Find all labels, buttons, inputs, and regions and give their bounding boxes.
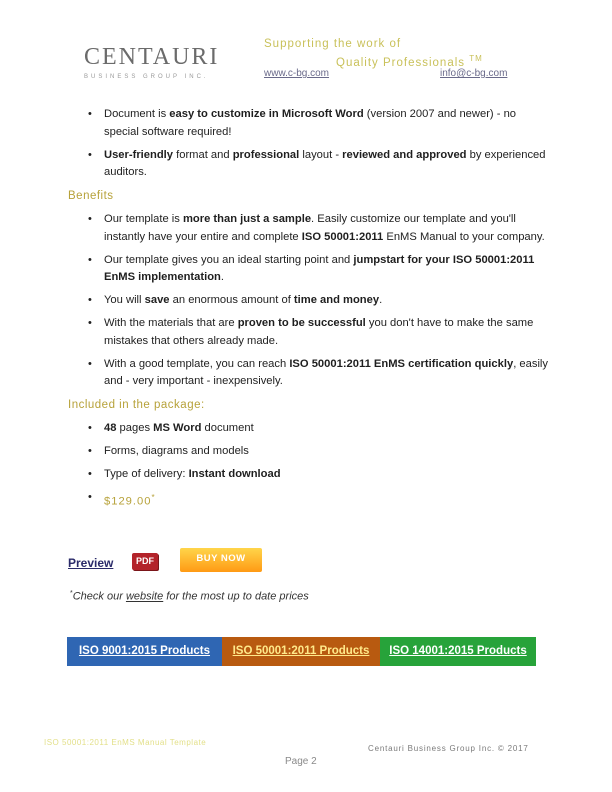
footer-document-title: ISO 50001:2011 EnMS Manual Template bbox=[44, 738, 207, 747]
list-item: • Our template gives you an ideal starting point and jumpstart for your ISO 50001:2011 EnMS implementation. bbox=[68, 252, 548, 287]
website-link[interactable]: www.c-bg.com bbox=[264, 68, 330, 79]
buy-now-button[interactable]: BUY NOW bbox=[180, 548, 262, 572]
list-item: • You will save an enormous amount of time and money. bbox=[68, 292, 548, 310]
package-heading: Included in the package: bbox=[68, 399, 205, 411]
intro-list bbox=[68, 106, 548, 182]
tagline-text: Quality Professionals bbox=[336, 56, 466, 69]
list-item: • 48 pages MS Word document bbox=[68, 420, 548, 438]
pdf-icon[interactable]: PDF bbox=[132, 553, 158, 570]
company-logo: CENTAURI bbox=[84, 44, 220, 70]
list-item: • With the materials that are proven to be successful you don't have to make the same mistakes that others already made. bbox=[68, 315, 548, 350]
list-item: • Forms, diagrams and models bbox=[68, 443, 548, 461]
benefits-list bbox=[68, 211, 548, 391]
main-content bbox=[68, 106, 548, 517]
benefits-heading: Benefits bbox=[68, 190, 114, 202]
price-item bbox=[68, 489, 548, 511]
list-item: • Our template is more than just a sample. Easily customize our template and you'll instantly have your entire and complete ISO 50001:2011 EnMS Manual to your company. bbox=[68, 211, 548, 246]
header-tagline-line2 bbox=[336, 54, 483, 69]
header-tagline-line1: Supporting the work of bbox=[264, 38, 402, 50]
iso-9001-products-button[interactable]: ISO 9001:2015 Products bbox=[67, 637, 222, 666]
email-link[interactable]: info@c-bg.com bbox=[440, 68, 508, 79]
trademark-mark: TM bbox=[469, 54, 483, 63]
list-item: • Type of delivery: Instant download bbox=[68, 466, 548, 484]
list-item: • Document is easy to customize in Microsoft Word (version 2007 and newer) - no special software required! bbox=[68, 106, 548, 141]
price-footnote-mark: * bbox=[151, 493, 156, 502]
page-number: Page 2 bbox=[285, 756, 317, 767]
list-item: • User-friendly format and professional layout - reviewed and approved by experienced auditors. bbox=[68, 147, 548, 182]
iso-14001-products-button[interactable]: ISO 14001:2015 Products bbox=[380, 637, 536, 666]
list-item: • With a good template, you can reach ISO 50001:2011 EnMS certification quickly, easily and - very important - inexpensively. bbox=[68, 356, 548, 391]
iso-50001-products-button[interactable]: ISO 50001:2011 Products bbox=[222, 637, 380, 666]
footer-copyright: Centauri Business Group Inc. © 2017 bbox=[368, 744, 529, 753]
price-note: *Check our website for the most up to date prices bbox=[70, 590, 309, 603]
website-note-link[interactable]: website bbox=[125, 590, 164, 603]
price: $129.00 bbox=[104, 495, 152, 508]
logo-tagline: BUSINESS GROUP INC. bbox=[84, 74, 209, 80]
package-list bbox=[68, 420, 548, 511]
preview-link[interactable]: Preview bbox=[68, 556, 114, 570]
